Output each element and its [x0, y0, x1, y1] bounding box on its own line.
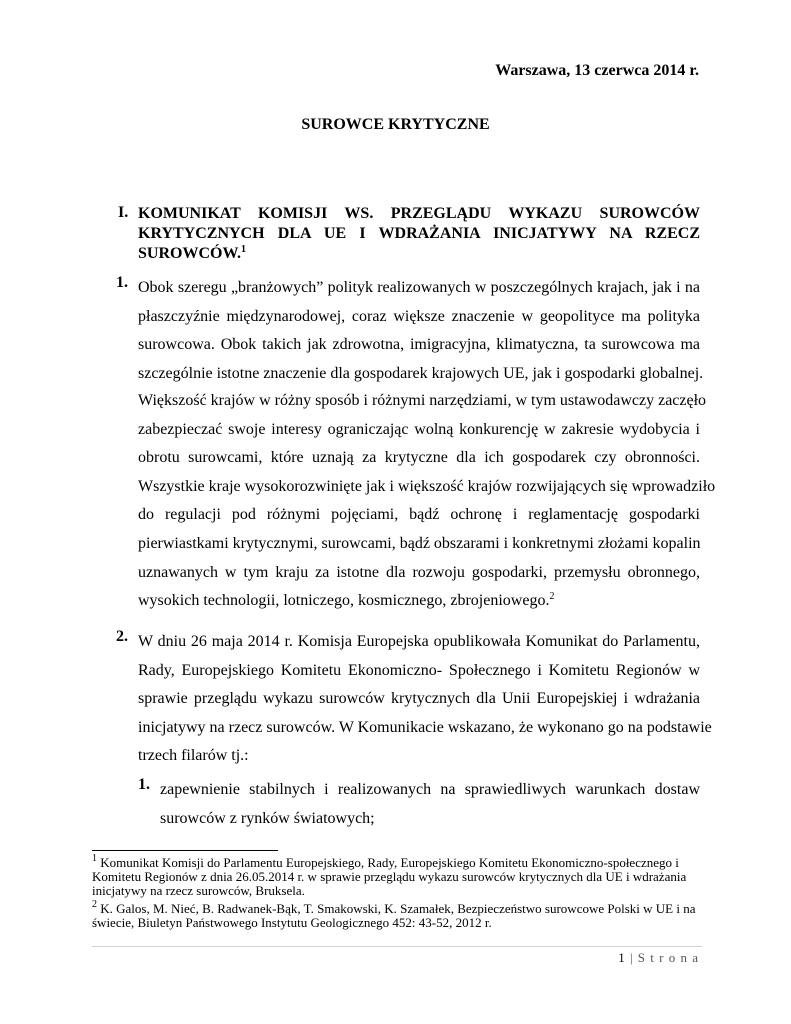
footnote-1	[92, 853, 702, 899]
paragraph-line: Obok szeregu „branżowych” polityk realizowanych w poszczególnych krajach, jak i na	[138, 279, 700, 296]
section-title	[138, 204, 700, 264]
footnote-separator	[92, 850, 278, 851]
page-footer	[618, 950, 699, 966]
paragraph-line: surowcowa. Obok takich jak zdrowotna, imigracyjna, klimatyczna, ta surowcowa ma	[138, 336, 700, 354]
paragraph-line: płaszczyźnie międzynarodowej, coraz większe znaczenie w geopolityce ma polityka	[138, 307, 700, 325]
paragraph-2	[138, 628, 712, 771]
paragraph-line: szczególnie istotne znaczenie dla gospodarek krajowych UE, jak i gospodarki globalnej.	[138, 364, 704, 382]
paragraph-line: Wszystkie kraje wysokorozwinięte jak i większość krajów rozwijających się wprowadziło	[138, 477, 716, 495]
list-item-number: 1.	[138, 776, 150, 793]
paragraph-number: 1.	[116, 274, 128, 291]
paragraph-line: Większość krajów w różny sposób i różnymi narzędziami, w tym ustawodawczy zaczęło	[138, 392, 707, 409]
section-title-line: KRYTYCZNYCH DLA UE I WDRAŻANIA INICJATYWY NA RZECZ	[138, 225, 700, 242]
paragraph-line: sprawie przeglądu wykazu surowców krytycznych dla Unii Europejskiej i wdrażania	[138, 690, 700, 708]
footnote-marker: 2	[92, 899, 97, 910]
paragraph-line: inicjatywy na rzecz surowców. W Komunikacie wskazano, że wykonano go na podstawie	[138, 718, 712, 736]
document-title: SUROWCE KRYTYCZNE	[301, 116, 490, 133]
paragraph-number: 2.	[116, 628, 128, 645]
paragraph-1	[138, 274, 704, 388]
footnote-ref-2[interactable]: 2	[549, 591, 555, 603]
footnote-line: inicjatywy na rzecz surowców, Bruksela.	[92, 883, 305, 899]
paragraph-line: zabezpieczać swoje interesy ograniczając wolną konkurencję w zakresie wydobycia i	[138, 420, 700, 438]
footnote-line: świecie, Biuletyn Państwowego Instytutu Geologicznego 452: 43-52, 2012 r.	[92, 915, 492, 931]
paragraph-line: trzech filarów tj.:	[138, 747, 249, 765]
section-number: I.	[118, 204, 129, 221]
paragraph-line: pierwiastkami krytycznymi, surowcami, bądź obszarami i konkretnymi złożami kopalin	[138, 534, 701, 552]
footnote-marker: 1	[92, 853, 97, 864]
page-separator: |	[629, 950, 634, 965]
page-number: 1	[618, 950, 626, 965]
paragraph-1-continued	[138, 387, 716, 616]
footnote-line: Komitetu Regionów z dnia 26.05.2014 r. w sprawie przeglądu wykazu surowców krytycznych dla UE i wdrażania	[92, 869, 687, 885]
paragraph-line: W dniu 26 maja 2014 r. Komisja Europejska opublikowała Komunikat do Parlamentu,	[138, 633, 700, 650]
paragraph-line: do regulacji pod różnymi pojęciami, bądź ochronę i reglamentację gospodarki	[138, 506, 700, 524]
list-item-line: surowców z rynków światowych;	[160, 809, 375, 827]
document-date: Warszawa, 13 czerwca 2014 r.	[495, 62, 699, 79]
paragraph-line: uznawanych w tym kraju za istotne dla rozwoju gospodarki, przemysłu obronnego,	[138, 563, 700, 581]
page-label: S t r o n a	[637, 950, 699, 965]
footnote-ref-1[interactable]: 1	[240, 244, 246, 255]
footer-rule	[92, 946, 702, 947]
paragraph-line: wysokich technologii, lotniczego, kosmicznego, zbrojeniowego.$^2$	[138, 591, 555, 610]
list-item-line: zapewnienie stabilnych i realizowanych na sprawiedliwych warunkach dostaw	[160, 781, 700, 798]
section-title-line: SUROWCÓW.$^1$	[138, 244, 246, 262]
footnote-line: $^1$ Komunikat Komisji do Parlamentu Europejskiego, Rady, Europejskiego Komitetu Ekonomiczno-społecznego i	[92, 853, 679, 870]
list-item	[160, 776, 700, 833]
footnote-2	[92, 899, 702, 931]
paragraph-line: Rady, Europejskiego Komitetu Ekonomiczno- Społecznego i Komitetu Regionów w	[138, 661, 700, 679]
footnote-line: $^2$ K. Galos, M. Nieć, B. Radwanek-Bąk, T. Smakowski, K. Szamałek, Bezpieczeństwo surowcowe Polski w UE i na	[92, 899, 696, 916]
section-title-line: KOMUNIKAT KOMISJI WS. PRZEGLĄDU WYKAZU SUROWCÓW	[138, 205, 700, 222]
paragraph-line: obrotu surowcami, które uznają za krytyczne dla ich gospodarek czy obronności.	[138, 449, 700, 467]
